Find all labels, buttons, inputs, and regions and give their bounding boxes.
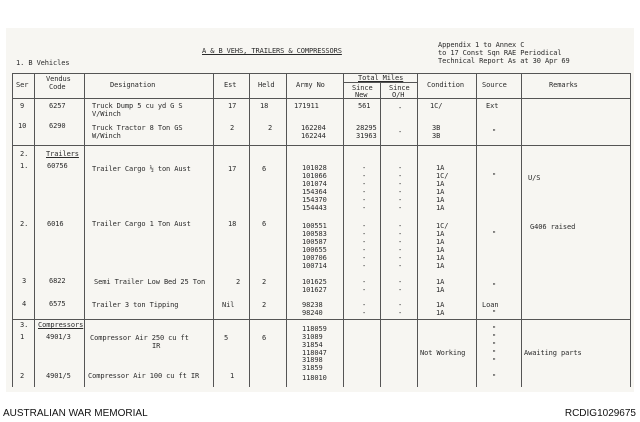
col-header-army-no: Army No — [296, 81, 325, 89]
trailer-1-cond-6: 1A — [436, 204, 445, 212]
trailer-1-new-4: - — [362, 188, 367, 196]
trailer-1-held: 6 — [262, 165, 267, 173]
trailer-2-cond-3: 1A — [436, 238, 445, 246]
row-9-ser: 9 — [20, 102, 25, 110]
grid-col-ser — [34, 73, 35, 387]
grid-col-desig — [213, 73, 214, 387]
trailer-2-held: 6 — [262, 220, 267, 228]
grid-col-code — [84, 73, 85, 387]
col-header-total-miles: Total Miles — [358, 74, 404, 82]
row-10-desc-2: W/Winch — [92, 132, 121, 140]
row-10-est: 2 — [230, 124, 235, 132]
row-10-desc-1: Truck Tractor 8 Ton GS — [92, 124, 183, 132]
compressor-1-army-5: 31898 — [302, 356, 323, 364]
trailer-2-new-6: - — [362, 262, 367, 270]
trailer-1-army-2: 101066 — [302, 172, 327, 180]
trailer-2-desc: Trailer Cargo 1 Ton Aust — [92, 220, 191, 228]
grid-col-est — [249, 73, 250, 387]
appendix-line-3: Technical Report As at 30 Apr 69 — [438, 57, 570, 65]
compressor-2-est: 1 — [230, 372, 235, 380]
row-10-since-oh: - — [398, 128, 403, 136]
trailer-1-army-4: 154364 — [302, 188, 327, 196]
trailer-1-oh-1: - — [398, 164, 403, 172]
trailer-1-code: 60756 — [47, 162, 68, 170]
compressor-1-source-4: " — [492, 349, 497, 357]
trailer-2-new-3: - — [362, 238, 367, 246]
trailer-3-est: 2 — [236, 278, 241, 286]
row-10-condition-1: 3B — [432, 124, 441, 132]
trailer-2-new-2: - — [362, 230, 367, 238]
trailer-3-ser: 3 — [22, 277, 27, 285]
row-10-held: 2 — [268, 124, 273, 132]
trailer-3-desc: Semi Trailer Low Bed 25 Ton — [94, 278, 206, 286]
trailer-3-oh-2: - — [398, 286, 403, 294]
trailer-1-source: " — [492, 172, 497, 180]
trailer-4-new-2: - — [362, 309, 367, 317]
trailer-4-cond-2: 1A — [436, 309, 445, 317]
archive-id: RCDIG1029675 — [564, 408, 636, 419]
trailer-2-cond-5: 1A — [436, 254, 445, 262]
col-header-since-new-2: New — [355, 91, 368, 99]
trailer-2-cond-2: 1A — [436, 230, 445, 238]
trailer-3-source: " — [492, 282, 497, 290]
trailers-section-label: Trailers — [46, 150, 79, 158]
trailer-2-army-4: 100655 — [302, 246, 327, 254]
row-9-desc-2: V/Winch — [92, 110, 121, 118]
compressor-1-est: 5 — [224, 334, 229, 342]
trailer-4-desc: Trailer 3 ton Tipping — [92, 301, 179, 309]
document-title: A & B VEHS, TRAILERS & COMPRESSORS — [202, 47, 342, 55]
col-header-ser: Ser — [16, 81, 29, 89]
row-10-since-new-1: 28295 — [356, 124, 377, 132]
trailer-3-cond-1: 1A — [436, 278, 445, 286]
grid-col-army — [343, 73, 344, 387]
grid-col-cond — [476, 73, 477, 387]
col-header-held: Held — [258, 81, 275, 89]
trailers-rule — [12, 319, 630, 320]
col-header-since-new-1: Since — [352, 84, 373, 92]
col-header-code-1: Vendus — [46, 75, 71, 83]
trailer-1-new-6: - — [362, 204, 367, 212]
compressor-1-army-2: 31089 — [302, 333, 323, 341]
row-10-army-no-1: 162204 — [301, 124, 326, 132]
trailer-2-code: 6016 — [47, 220, 64, 228]
row-10-source: " — [492, 128, 497, 136]
row-9-since-oh: - — [398, 104, 403, 112]
trailer-2-army-5: 100706 — [302, 254, 327, 262]
row-9-est: 17 — [228, 102, 237, 110]
col-header-source: Source — [482, 81, 507, 89]
trailer-4-army-2: 98240 — [302, 309, 323, 317]
compressor-1-army-4: 118047 — [302, 349, 327, 357]
compressor-1-source-3: " — [492, 341, 497, 349]
row-9-since-new: 561 — [358, 102, 371, 110]
trailer-3-code: 6822 — [49, 277, 66, 285]
trailer-2-new-4: - — [362, 246, 367, 254]
compressor-1-source-5: " — [492, 357, 497, 365]
col-header-designation: Designation — [110, 81, 156, 89]
trailer-3-new-1: - — [362, 278, 367, 286]
trailer-2-cond-6: 1A — [436, 262, 445, 270]
trailer-2-oh-5: - — [398, 254, 403, 262]
row-10-army-no-2: 162244 — [301, 132, 326, 140]
trailer-4-oh-2: - — [398, 309, 403, 317]
compressor-2-desc: Compressor Air 100 cu ft IR — [88, 372, 200, 380]
trailer-1-cond-2: 1C/ — [436, 172, 449, 180]
trailer-4-est: Nil — [222, 301, 235, 309]
trailer-1-new-1: - — [362, 164, 367, 172]
grid-col-src — [521, 73, 522, 387]
trailer-1-oh-4: - — [398, 188, 403, 196]
trailer-2-est: 18 — [228, 220, 237, 228]
trailer-4-held: 2 — [262, 301, 267, 309]
row-10-ser: 10 — [18, 122, 27, 130]
trailer-1-oh-2: - — [398, 172, 403, 180]
trailer-2-source: " — [492, 230, 497, 238]
col-header-code-2: Code — [49, 83, 66, 91]
row-9-source: Ext — [486, 102, 499, 110]
trailer-2-army-3: 100587 — [302, 238, 327, 246]
trailer-1-cond-5: 1A — [436, 196, 445, 204]
col-header-remarks: Remarks — [549, 81, 578, 89]
compressor-2-army-no: 118010 — [302, 374, 327, 382]
grid-col-held — [286, 73, 287, 387]
appendix-line-1: Appendix 1 to Annex C — [438, 41, 525, 49]
compressor-2-ser: 2 — [20, 372, 25, 380]
compressor-1-source-1: " — [492, 325, 497, 333]
trailer-2-oh-1: - — [398, 222, 403, 230]
trailer-2-oh-4: - — [398, 246, 403, 254]
trailers-section-number: 2. — [20, 150, 29, 158]
trailer-4-code: 6575 — [49, 300, 66, 308]
trailer-2-new-5: - — [362, 254, 367, 262]
header-bottom-rule — [12, 98, 630, 99]
row-10-since-new-2: 31963 — [356, 132, 377, 140]
trailer-4-cond-1: 1A — [436, 301, 445, 309]
trailer-3-new-2: - — [362, 286, 367, 294]
appendix-line-2: to 17 Const Sqn RAE Periodical — [438, 49, 562, 57]
trailer-1-army-5: 154370 — [302, 196, 327, 204]
trailer-1-new-2: - — [362, 172, 367, 180]
trailer-1-oh-5: - — [398, 196, 403, 204]
section-heading: 1. B Vehicles — [16, 59, 70, 67]
compressor-1-condition: Not Working — [420, 349, 466, 357]
compressors-section-number: 3. — [20, 321, 29, 329]
grid-col-edge — [12, 73, 13, 387]
trailer-4-source-2: " — [492, 309, 497, 317]
trailer-2-new-1: - — [362, 222, 367, 230]
trailer-2-remarks: G406 raised — [530, 223, 576, 231]
grid-col-oh — [417, 73, 418, 387]
trailer-3-oh-1: - — [398, 278, 403, 286]
document-sheet — [6, 28, 634, 392]
b-vehicles-rule — [12, 145, 630, 146]
trailer-2-oh-6: - — [398, 262, 403, 270]
trailer-4-new-1: - — [362, 301, 367, 309]
trailer-2-army-1: 100551 — [302, 222, 327, 230]
col-header-since-oh-2: O/H — [392, 91, 405, 99]
col-header-est: Est — [224, 81, 237, 89]
trailer-1-cond-1: 1A — [436, 164, 445, 172]
trailer-4-army-1: 98238 — [302, 301, 323, 309]
compressor-1-army-3: 31854 — [302, 341, 323, 349]
compressor-1-army-6: 31859 — [302, 364, 323, 372]
compressor-1-held: 6 — [262, 334, 267, 342]
trailer-4-source-1: Loan — [482, 301, 499, 309]
trailer-1-est: 17 — [228, 165, 237, 173]
row-9-army-no: 171911 — [294, 102, 319, 110]
trailer-2-cond-1: 1C/ — [436, 222, 449, 230]
trailer-1-army-3: 101074 — [302, 180, 327, 188]
trailer-2-ser: 2. — [20, 220, 29, 228]
compressor-1-army-1: 118059 — [302, 325, 327, 333]
trailer-1-army-6: 154443 — [302, 204, 327, 212]
trailer-1-cond-3: 1A — [436, 180, 445, 188]
trailer-2-army-2: 100583 — [302, 230, 327, 238]
compressor-2-code: 4901/5 — [46, 372, 71, 380]
trailer-1-army-1: 101028 — [302, 164, 327, 172]
trailer-3-army-1: 101625 — [302, 278, 327, 286]
compressor-1-ser: 1 — [20, 333, 25, 341]
row-10-code: 6290 — [49, 122, 66, 130]
trailer-3-held: 2 — [262, 278, 267, 286]
trailer-3-cond-2: 1A — [436, 286, 445, 294]
compressors-section-label: Compressors — [38, 321, 84, 329]
trailer-1-new-3: - — [362, 180, 367, 188]
trailer-1-oh-3: - — [398, 180, 403, 188]
row-9-condition: 1C/ — [430, 102, 443, 110]
table-top-rule — [12, 73, 630, 74]
compressor-1-code: 4901/3 — [46, 333, 71, 341]
compressor-1-source-2: " — [492, 333, 497, 341]
compressor-1-source-6: " — [492, 373, 497, 381]
compressor-1-remarks: Awaiting parts — [524, 349, 582, 357]
compressor-1-desc-2: IR — [152, 342, 161, 350]
row-9-held: 18 — [260, 102, 269, 110]
trailer-1-ser: 1. — [20, 162, 29, 170]
trailer-2-oh-3: - — [398, 238, 403, 246]
trailer-3-army-2: 101627 — [302, 286, 327, 294]
trailer-2-cond-4: 1A — [436, 246, 445, 254]
archive-credit: AUSTRALIAN WAR MEMORIAL — [3, 408, 148, 419]
row-9-code: 6257 — [49, 102, 66, 110]
trailer-2-army-6: 100714 — [302, 262, 327, 270]
trailer-1-oh-6: - — [398, 204, 403, 212]
trailer-4-ser: 4 — [22, 300, 27, 308]
grid-col-edge-right — [630, 73, 631, 387]
col-header-condition: Condition — [427, 81, 465, 89]
row-10-condition-2: 3B — [432, 132, 441, 140]
trailer-1-cond-4: 1A — [436, 188, 445, 196]
col-header-since-oh-1: Since — [389, 84, 410, 92]
trailer-1-desc: Trailer Cargo ½ ton Aust — [92, 165, 191, 173]
grid-col-new — [380, 82, 381, 387]
trailer-4-oh-1: - — [398, 301, 403, 309]
trailer-1-remarks: U/S — [528, 174, 541, 182]
row-9-desc-1: Truck Dump 5 cu yd G S — [92, 102, 183, 110]
compressor-1-desc-1: Compressor Air 250 cu ft — [90, 334, 189, 342]
trailer-1-new-5: - — [362, 196, 367, 204]
trailer-2-oh-2: - — [398, 230, 403, 238]
